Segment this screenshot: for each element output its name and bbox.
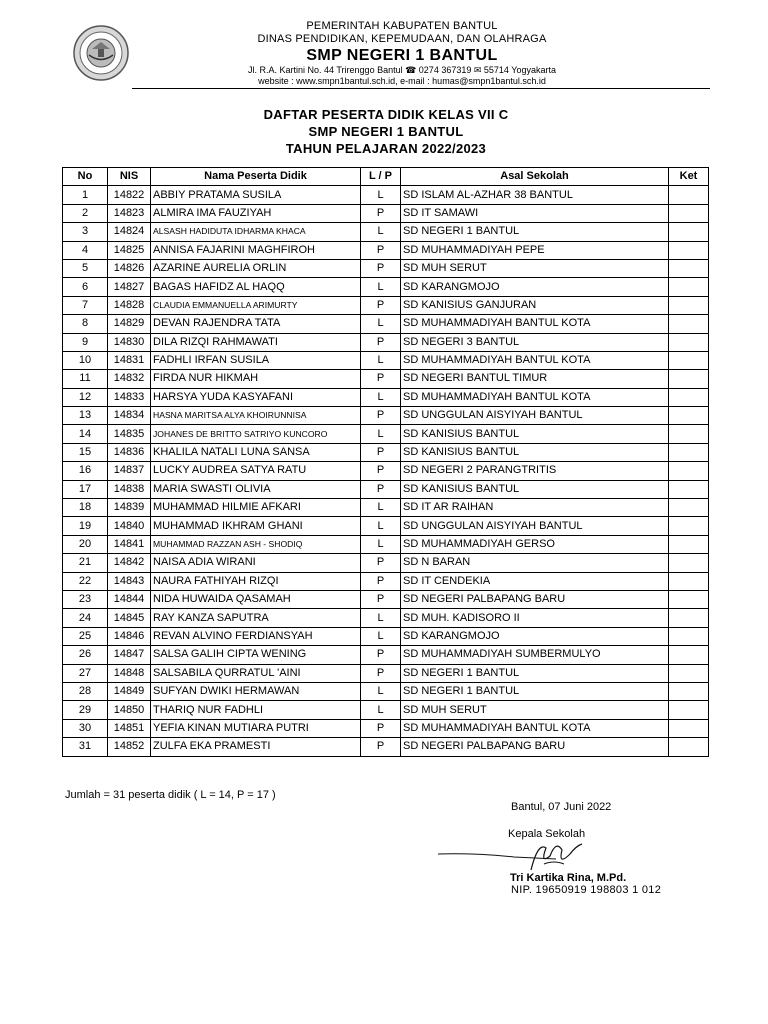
row-note [669, 646, 709, 664]
row-gender: L [361, 351, 401, 369]
row-number: 28 [63, 682, 108, 700]
header-note: Ket [669, 168, 709, 186]
row-nis: 14850 [108, 701, 151, 719]
row-number: 8 [63, 315, 108, 333]
row-note [669, 701, 709, 719]
row-nis: 14844 [108, 590, 151, 608]
row-origin-school: SD MUHAMMADIYAH BANTUL KOTA [401, 351, 669, 369]
row-number: 2 [63, 204, 108, 222]
row-origin-school: SD KANISIUS BANTUL [401, 425, 669, 443]
row-note [669, 333, 709, 351]
row-nis: 14847 [108, 646, 151, 664]
signer-name: Tri Kartika Rina, M.Pd. [510, 872, 627, 884]
row-nis: 14832 [108, 370, 151, 388]
row-student-name: DILA RIZQI RAHMAWATI [151, 333, 361, 351]
row-origin-school: SD IT CENDEKIA [401, 572, 669, 590]
row-note [669, 609, 709, 627]
row-origin-school: SD MUHAMMADIYAH SUMBERMULYO [401, 646, 669, 664]
row-student-name: YEFIA KINAN MUTIARA PUTRI [151, 719, 361, 737]
row-number: 1 [63, 186, 108, 204]
table-row [63, 186, 709, 204]
table-row [63, 407, 709, 425]
school-address: Jl. R.A. Kartini No. 44 Trirenggo Bantul ☎ 0274 367319 ✉ 55714 Yogyakarta [248, 65, 556, 75]
letterhead [62, 20, 710, 90]
row-nis: 14846 [108, 627, 151, 645]
row-nis: 14828 [108, 296, 151, 314]
table-row [63, 609, 709, 627]
row-gender: P [361, 572, 401, 590]
table-row [63, 204, 709, 222]
row-nis: 14824 [108, 223, 151, 241]
table-row [63, 370, 709, 388]
row-nis: 14822 [108, 186, 151, 204]
row-origin-school: SD UNGGULAN AISYIYAH BANTUL [401, 407, 669, 425]
row-number: 25 [63, 627, 108, 645]
row-student-name: RAY KANZA SAPUTRA [151, 609, 361, 627]
row-note [669, 462, 709, 480]
row-nis: 14835 [108, 425, 151, 443]
row-gender: L [361, 535, 401, 553]
row-nis: 14839 [108, 499, 151, 517]
row-origin-school: SD IT SAMAWI [401, 204, 669, 222]
row-origin-school: SD NEGERI 2 PARANGTRITIS [401, 462, 669, 480]
row-student-name: HASNA MARITSA ALYA KHOIRUNNISA [151, 407, 361, 425]
row-gender: P [361, 646, 401, 664]
row-number: 11 [63, 370, 108, 388]
table-row [63, 572, 709, 590]
row-origin-school: SD NEGERI 1 BANTUL [401, 223, 669, 241]
row-origin-school: SD NEGERI 1 BANTUL [401, 664, 669, 682]
table-header-row [63, 168, 709, 186]
row-student-name: ZULFA EKA PRAMESTI [151, 738, 361, 756]
row-nis: 14826 [108, 259, 151, 277]
table-row [63, 425, 709, 443]
row-gender: P [361, 296, 401, 314]
row-note [669, 554, 709, 572]
row-gender: P [361, 407, 401, 425]
row-student-name: FADHLI IRFAN SUSILA [151, 351, 361, 369]
row-gender: P [361, 480, 401, 498]
table-row [63, 719, 709, 737]
row-nis: 14852 [108, 738, 151, 756]
row-student-name: CLAUDIA EMMANUELLA ARIMURTY [151, 296, 361, 314]
row-number: 16 [63, 462, 108, 480]
row-nis: 14841 [108, 535, 151, 553]
row-number: 26 [63, 646, 108, 664]
row-gender: P [361, 204, 401, 222]
signer-nip: NIP. 19650919 198803 1 012 [511, 884, 662, 896]
row-number: 27 [63, 664, 108, 682]
row-gender: L [361, 223, 401, 241]
school-name: SMP NEGERI 1 BANTUL [306, 47, 498, 64]
row-origin-school: SD ISLAM AL-AZHAR 38 BANTUL [401, 186, 669, 204]
row-nis: 14827 [108, 278, 151, 296]
row-note [669, 186, 709, 204]
row-student-name: NAURA FATHIYAH RIZQI [151, 572, 361, 590]
table-row [63, 535, 709, 553]
row-gender: P [361, 443, 401, 461]
row-student-name: DEVAN RAJENDRA TATA [151, 315, 361, 333]
table-row [63, 443, 709, 461]
row-number: 7 [63, 296, 108, 314]
row-gender: L [361, 278, 401, 296]
row-student-name: SALSABILA QURRATUL 'AINI [151, 664, 361, 682]
row-student-name: SUFYAN DWIKI HERMAWAN [151, 682, 361, 700]
row-note [669, 204, 709, 222]
row-student-name: LUCKY AUDREA SATYA RATU [151, 462, 361, 480]
row-number: 3 [63, 223, 108, 241]
row-number: 13 [63, 407, 108, 425]
row-gender: L [361, 701, 401, 719]
header-origin-school: Asal Sekolah [401, 168, 669, 186]
row-number: 18 [63, 499, 108, 517]
row-gender: P [361, 241, 401, 259]
table-row [63, 664, 709, 682]
row-nis: 14851 [108, 719, 151, 737]
row-note [669, 719, 709, 737]
row-gender: L [361, 517, 401, 535]
row-student-name: ANNISA FAJARINI MAGHFIROH [151, 241, 361, 259]
row-nis: 14845 [108, 609, 151, 627]
row-student-name: SALSA GALIH CIPTA WENING [151, 646, 361, 664]
row-note [669, 627, 709, 645]
row-note [669, 738, 709, 756]
row-number: 5 [63, 259, 108, 277]
row-student-name: MUHAMMAD HILMIE AFKARI [151, 499, 361, 517]
row-note [669, 296, 709, 314]
row-note [669, 241, 709, 259]
row-note [669, 590, 709, 608]
place-date: Bantul, 07 Juni 2022 [511, 801, 612, 813]
row-origin-school: SD KANISIUS GANJURAN [401, 296, 669, 314]
row-nis: 14831 [108, 351, 151, 369]
row-note [669, 499, 709, 517]
row-origin-school: SD NEGERI BANTUL TIMUR [401, 370, 669, 388]
header-gender: L / P [361, 168, 401, 186]
table-row [63, 241, 709, 259]
row-number: 23 [63, 590, 108, 608]
row-student-name: ALMIRA IMA FAUZIYAH [151, 204, 361, 222]
row-student-name: BAGAS HAFIDZ AL HAQQ [151, 278, 361, 296]
row-origin-school: SD MUH SERUT [401, 259, 669, 277]
row-student-name: THARIQ NUR FADHLI [151, 701, 361, 719]
row-gender: L [361, 425, 401, 443]
table-row [63, 590, 709, 608]
row-number: 22 [63, 572, 108, 590]
row-gender: P [361, 333, 401, 351]
row-note [669, 223, 709, 241]
row-number: 12 [63, 388, 108, 406]
table-row [63, 701, 709, 719]
table-row [63, 278, 709, 296]
department-name: DINAS PENDIDIKAN, KEPEMUDAAN, DAN OLAHRAGA [257, 33, 547, 45]
row-nis: 14840 [108, 517, 151, 535]
government-name: PEMERINTAH KABUPATEN BANTUL [306, 20, 498, 32]
row-origin-school: SD IT AR RAIHAN [401, 499, 669, 517]
row-number: 31 [63, 738, 108, 756]
row-origin-school: SD NEGERI 1 BANTUL [401, 682, 669, 700]
title-line-1: DAFTAR PESERTA DIDIK KELAS VII C [263, 107, 509, 122]
table-row [63, 480, 709, 498]
handwritten-signature-icon [436, 834, 586, 876]
letterhead-divider [132, 88, 710, 89]
row-note [669, 425, 709, 443]
row-origin-school: SD MUHAMMADIYAH BANTUL KOTA [401, 388, 669, 406]
row-number: 9 [63, 333, 108, 351]
row-gender: L [361, 609, 401, 627]
row-nis: 14838 [108, 480, 151, 498]
row-gender: L [361, 388, 401, 406]
row-gender: L [361, 627, 401, 645]
row-student-name: ABBIY PRATAMA SUSILA [151, 186, 361, 204]
row-note [669, 315, 709, 333]
row-note [669, 388, 709, 406]
row-origin-school: SD UNGGULAN AISYIYAH BANTUL [401, 517, 669, 535]
letterhead-text [142, 20, 662, 87]
student-table [62, 167, 709, 757]
row-gender: L [361, 682, 401, 700]
row-note [669, 517, 709, 535]
row-gender: P [361, 259, 401, 277]
row-student-name: HARSYA YUDA KASYAFANI [151, 388, 361, 406]
row-nis: 14848 [108, 664, 151, 682]
row-nis: 14825 [108, 241, 151, 259]
row-number: 17 [63, 480, 108, 498]
row-number: 30 [63, 719, 108, 737]
table-row [63, 223, 709, 241]
signer-position: Kepala Sekolah [508, 828, 586, 840]
table-row [63, 462, 709, 480]
row-nis: 14837 [108, 462, 151, 480]
row-student-name: MUHAMMAD RAZZAN ASH - SHODIQ [151, 535, 361, 553]
table-row [63, 627, 709, 645]
row-number: 10 [63, 351, 108, 369]
header-no: No [63, 168, 108, 186]
row-gender: L [361, 315, 401, 333]
row-number: 14 [63, 425, 108, 443]
row-origin-school: SD NEGERI PALBAPANG BARU [401, 590, 669, 608]
row-nis: 14843 [108, 572, 151, 590]
row-origin-school: SD MUH SERUT [401, 701, 669, 719]
row-student-name: ALSASH HADIDUTA IDHARMA KHACA [151, 223, 361, 241]
row-nis: 14829 [108, 315, 151, 333]
table-row [63, 315, 709, 333]
row-student-name: MUHAMMAD IKHRAM GHANI [151, 517, 361, 535]
row-origin-school: SD KARANGMOJO [401, 627, 669, 645]
row-number: 19 [63, 517, 108, 535]
row-note [669, 682, 709, 700]
row-student-name: MARIA SWASTI OLIVIA [151, 480, 361, 498]
row-origin-school: SD MUHAMMADIYAH BANTUL KOTA [401, 719, 669, 737]
table-body [63, 186, 709, 756]
table-row [63, 682, 709, 700]
row-nis: 14849 [108, 682, 151, 700]
document-title [62, 106, 710, 157]
row-origin-school: SD MUHAMMADIYAH PEPE [401, 241, 669, 259]
row-note [669, 480, 709, 498]
row-gender: P [361, 664, 401, 682]
row-gender: L [361, 186, 401, 204]
row-nis: 14833 [108, 388, 151, 406]
row-nis: 14842 [108, 554, 151, 572]
row-gender: P [361, 719, 401, 737]
row-origin-school: SD MUHAMMADIYAH BANTUL KOTA [401, 315, 669, 333]
row-number: 29 [63, 701, 108, 719]
row-student-name: REVAN ALVINO FERDIANSYAH [151, 627, 361, 645]
row-number: 21 [63, 554, 108, 572]
row-note [669, 351, 709, 369]
table-row [63, 554, 709, 572]
row-gender: L [361, 499, 401, 517]
row-note [669, 407, 709, 425]
table-row [63, 517, 709, 535]
row-student-name: NIDA HUWAIDA QASAMAH [151, 590, 361, 608]
row-note [669, 278, 709, 296]
row-student-name: AZARINE AURELIA ORLIN [151, 259, 361, 277]
row-number: 20 [63, 535, 108, 553]
table-row [63, 388, 709, 406]
header-nis: NIS [108, 168, 151, 186]
row-number: 24 [63, 609, 108, 627]
row-note [669, 664, 709, 682]
row-nis: 14836 [108, 443, 151, 461]
row-student-name: JOHANES DE BRITTO SATRIYO KUNCORO [151, 425, 361, 443]
title-line-3: TAHUN PELAJARAN 2022/2023 [285, 141, 487, 156]
row-note [669, 443, 709, 461]
row-origin-school: SD N BARAN [401, 554, 669, 572]
row-number: 15 [63, 443, 108, 461]
row-nis: 14830 [108, 333, 151, 351]
row-gender: P [361, 590, 401, 608]
table-row [63, 333, 709, 351]
row-origin-school: SD NEGERI PALBAPANG BARU [401, 738, 669, 756]
row-nis: 14823 [108, 204, 151, 222]
row-gender: P [361, 370, 401, 388]
row-origin-school: SD MUH. KADISORO II [401, 609, 669, 627]
table-row [63, 499, 709, 517]
header-name: Nama Peserta Didik [151, 168, 361, 186]
school-emblem-icon [72, 24, 130, 82]
row-gender: P [361, 554, 401, 572]
student-count-summary: Jumlah = 31 peserta didik ( L = 14, P = 17 ) [65, 789, 276, 801]
row-origin-school: SD KANISIUS BANTUL [401, 443, 669, 461]
row-note [669, 572, 709, 590]
table-row [63, 259, 709, 277]
table-row [63, 296, 709, 314]
school-contact: website : www.smpn1bantul.sch.id, e-mail : humas@smpn1bantul.sch.id [258, 76, 546, 86]
row-note [669, 535, 709, 553]
row-origin-school: SD NEGERI 3 BANTUL [401, 333, 669, 351]
title-line-2: SMP NEGERI 1 BANTUL [308, 124, 464, 139]
row-nis: 14834 [108, 407, 151, 425]
row-origin-school: SD MUHAMMADIYAH GERSO [401, 535, 669, 553]
table-row [63, 738, 709, 756]
row-student-name: FIRDA NUR HIKMAH [151, 370, 361, 388]
row-student-name: KHALILA NATALI LUNA SANSA [151, 443, 361, 461]
table-row [63, 351, 709, 369]
row-note [669, 259, 709, 277]
row-note [669, 370, 709, 388]
row-gender: P [361, 738, 401, 756]
row-number: 4 [63, 241, 108, 259]
row-origin-school: SD KANISIUS BANTUL [401, 480, 669, 498]
row-origin-school: SD KARANGMOJO [401, 278, 669, 296]
row-student-name: NAISA ADIA WIRANI [151, 554, 361, 572]
row-gender: P [361, 462, 401, 480]
row-number: 6 [63, 278, 108, 296]
table-row [63, 646, 709, 664]
